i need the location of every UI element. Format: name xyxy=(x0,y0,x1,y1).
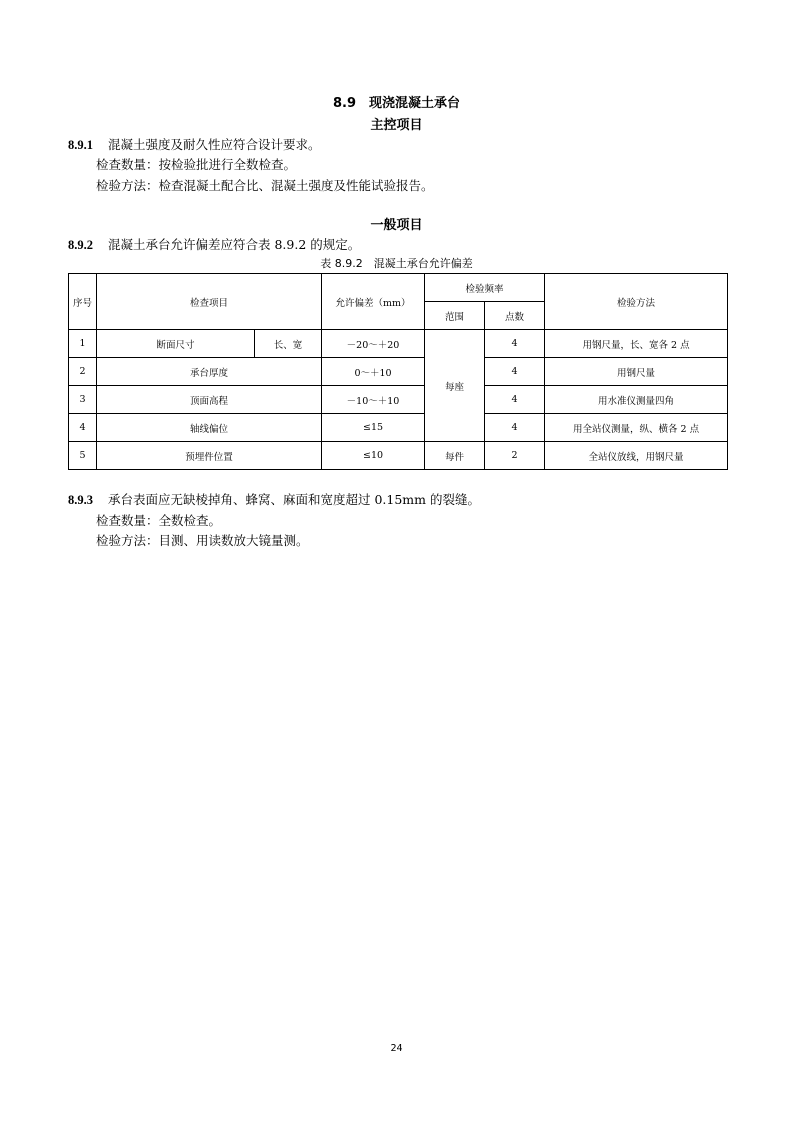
cell-tolerance: ≤15 xyxy=(322,414,425,442)
clause-number: 8.9.1 xyxy=(68,138,93,152)
cell-seq: 4 xyxy=(69,414,97,442)
table-row xyxy=(69,442,728,470)
check-method-8-9-3: 检验方法：目测、用读数放大镜量测。 xyxy=(96,533,309,548)
header-frequency: 检验频率 xyxy=(425,274,545,302)
clause-text: 混凝土强度及耐久性应符合设计要求。 xyxy=(108,137,321,152)
general-items-heading: 一般项目 xyxy=(370,218,423,233)
cell-item: 顶面高程 xyxy=(97,386,322,414)
header-scope: 范围 xyxy=(425,302,485,330)
cell-item: 预埋件位置 xyxy=(97,442,322,470)
cell-method: 用钢尺量 xyxy=(545,358,728,386)
cell-points: 4 xyxy=(485,358,545,386)
cell-item: 承台厚度 xyxy=(97,358,322,386)
header-method: 检验方法 xyxy=(545,274,728,330)
cell-points: 4 xyxy=(485,386,545,414)
cell-method: 用水准仪测量四角 xyxy=(545,386,728,414)
cell-scope-merged: 每座 xyxy=(425,330,485,442)
clause-text: 承台表面应无缺棱掉角、蜂窝、麻面和宽度超过 0.15mm 的裂缝。 xyxy=(108,492,480,507)
cell-seq: 3 xyxy=(69,386,97,414)
cell-seq: 1 xyxy=(69,330,97,358)
cell-points: 4 xyxy=(485,330,545,358)
clause-number: 8.9.3 xyxy=(68,493,93,507)
main-items-heading: 主控项目 xyxy=(370,118,423,133)
cell-item: 轴线偏位 xyxy=(97,414,322,442)
section-title: 8.9 现浇混凝土承台 xyxy=(332,96,461,111)
header-tolerance: 允许偏差（mm） xyxy=(322,274,425,330)
cell-method: 用钢尺量，长、宽各 2 点 xyxy=(545,330,728,358)
cell-tolerance: －10～＋10 xyxy=(322,386,425,414)
clause-8-9-1 xyxy=(68,135,321,153)
header-seq: 序号 xyxy=(69,274,97,330)
cell-tolerance: ≤10 xyxy=(322,442,425,470)
check-quantity-8-9-1: 检查数量：按检验批进行全数检查。 xyxy=(96,157,297,172)
header-points: 点数 xyxy=(485,302,545,330)
page-number: 24 xyxy=(390,1043,403,1054)
cell-item: 断面尺寸 xyxy=(97,330,255,358)
cell-points: 2 xyxy=(485,442,545,470)
check-quantity-8-9-3: 检查数量：全数检查。 xyxy=(96,513,222,528)
clause-text: 混凝土承台允许偏差应符合表 8.9.2 的规定。 xyxy=(108,237,361,252)
tolerance-table xyxy=(68,273,728,470)
clause-8-9-2 xyxy=(68,235,360,253)
table-header-row xyxy=(69,274,728,302)
cell-method: 用全站仪测量，纵、横各 2 点 xyxy=(545,414,728,442)
table-caption: 表 8.9.2 混凝土承台允许偏差 xyxy=(320,257,473,270)
cell-points: 4 xyxy=(485,414,545,442)
clause-8-9-3 xyxy=(68,490,480,508)
header-item: 检查项目 xyxy=(97,274,322,330)
table-row xyxy=(69,386,728,414)
cell-tolerance: －20～＋20 xyxy=(322,330,425,358)
check-method-8-9-1: 检验方法：检查混凝土配合比、混凝土强度及性能试验报告。 xyxy=(96,178,434,193)
cell-seq: 2 xyxy=(69,358,97,386)
table-row xyxy=(69,358,728,386)
cell-scope: 每件 xyxy=(425,442,485,470)
table-row xyxy=(69,414,728,442)
cell-seq: 5 xyxy=(69,442,97,470)
cell-tolerance: 0～＋10 xyxy=(322,358,425,386)
clause-number: 8.9.2 xyxy=(68,238,93,252)
cell-method: 全站仪放线，用钢尺量 xyxy=(545,442,728,470)
cell-sub-item: 长、宽 xyxy=(255,330,322,358)
table-row xyxy=(69,330,728,358)
